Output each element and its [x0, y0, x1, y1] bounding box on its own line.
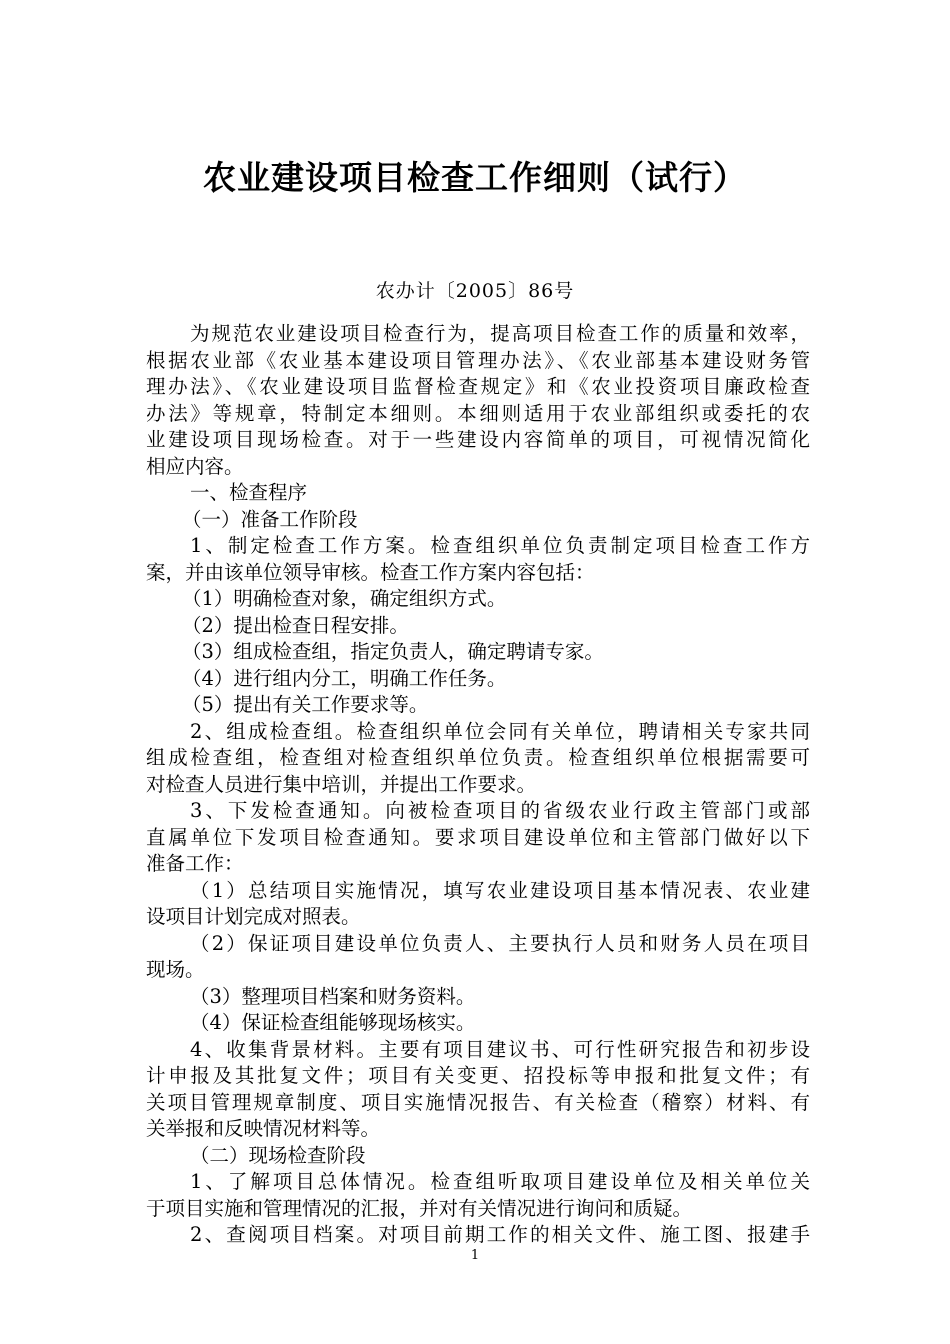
text-line: 4、收集背景材料。主要有项目建议书、可行性研究报告和初步设 [190, 1037, 810, 1061]
document-title: 农业建设项目检查工作细则（试行） [203, 158, 747, 197]
text-line: 准备工作： [146, 852, 244, 875]
text-line: （3）组成检查组，指定负责人，确定聘请专家。 [182, 640, 604, 663]
text-line: 业建设项目现场检查。对于一些建设内容简单的项目，可视情况简化 [146, 428, 810, 451]
text-line: （2）提出检查日程安排。 [182, 613, 409, 637]
text-line: （3）整理项目档案和财务资料。 [190, 984, 476, 1008]
text-line: 对检查人员进行集中培训，并提出工作要求。 [146, 772, 537, 796]
text-line: 为规范农业建设项目检查行为，提高项目检查工作的质量和效率， [190, 322, 810, 345]
text-line: 2、查阅项目档案。对项目前期工作的相关文件、施工图、报建手 [190, 1223, 810, 1246]
text-line: 关举报和反映情况材料等。 [146, 1117, 381, 1140]
text-line: 1、制定检查工作方案。检查组织单位负责制定项目检查工作方 [190, 534, 810, 557]
text-line: （一）准备工作阶段 [182, 507, 358, 531]
text-line: 案，并由该单位领导审核。检查工作方案内容包括： [146, 560, 595, 584]
text-line: 组成检查组，检查组对检查组织单位负责。检查组织单位根据需要可 [146, 746, 810, 769]
text-line: 于项目实施和管理情况的汇报，并对有关情况进行询问和质疑。 [146, 1196, 693, 1220]
text-line: 3、下发检查通知。向被检查项目的省级农业行政主管部门或部 [190, 799, 810, 822]
document-body [146, 321, 810, 1249]
text-line: （1）明确检查对象，确定组织方式。 [182, 587, 507, 610]
text-line: 现场。 [146, 958, 205, 981]
text-line: 计申报及其批复文件；项目有关变更、招投标等申报和批复文件；有 [146, 1064, 810, 1087]
text-line: 直属单位下发项目检查通知。要求项目建设单位和主管部门做好以下 [146, 825, 810, 849]
text-line: （2）保证项目建设单位负责人、主要执行人员和财务人员在项目 [190, 931, 810, 955]
text-line: （5）提出有关工作要求等。 [182, 693, 429, 716]
text-line: （4）进行组内分工，明确工作任务。 [182, 666, 507, 690]
text-line: （1）总结项目实施情况，填写农业建设项目基本情况表、农业建 [190, 878, 810, 902]
text-line: 关项目管理规章制度、项目实施情况报告、有关检查（稽察）材料、有 [146, 1090, 810, 1114]
document-number: 农办计〔2005〕86号 [375, 280, 575, 302]
text-line: （4）保证检查组能够现场核实。 [190, 1011, 476, 1034]
text-line: 一、检查程序 [190, 481, 308, 504]
text-line: （二）现场检查阶段 [190, 1143, 366, 1167]
text-line: 设项目计划完成对照表。 [146, 905, 361, 928]
text-line: 1、了解项目总体情况。检查组听取项目建设单位及相关单位关 [190, 1170, 810, 1193]
text-line: 2、组成检查组。检查组织单位会同有关单位，聘请相关专家共同 [190, 719, 810, 743]
page-number: 1 [470, 1248, 480, 1263]
text-line: 根据农业部《农业基本建设项目管理办法》、《农业部基本建设财务管 [146, 348, 810, 372]
text-line: 相应内容。 [146, 454, 244, 478]
text-line: 办法》等规章，特制定本细则。本细则适用于农业部组织或委托的农 [146, 401, 810, 425]
text-line: 理办法》、《农业建设项目监督检查规定》和《农业投资项目廉政检查 [146, 375, 810, 398]
